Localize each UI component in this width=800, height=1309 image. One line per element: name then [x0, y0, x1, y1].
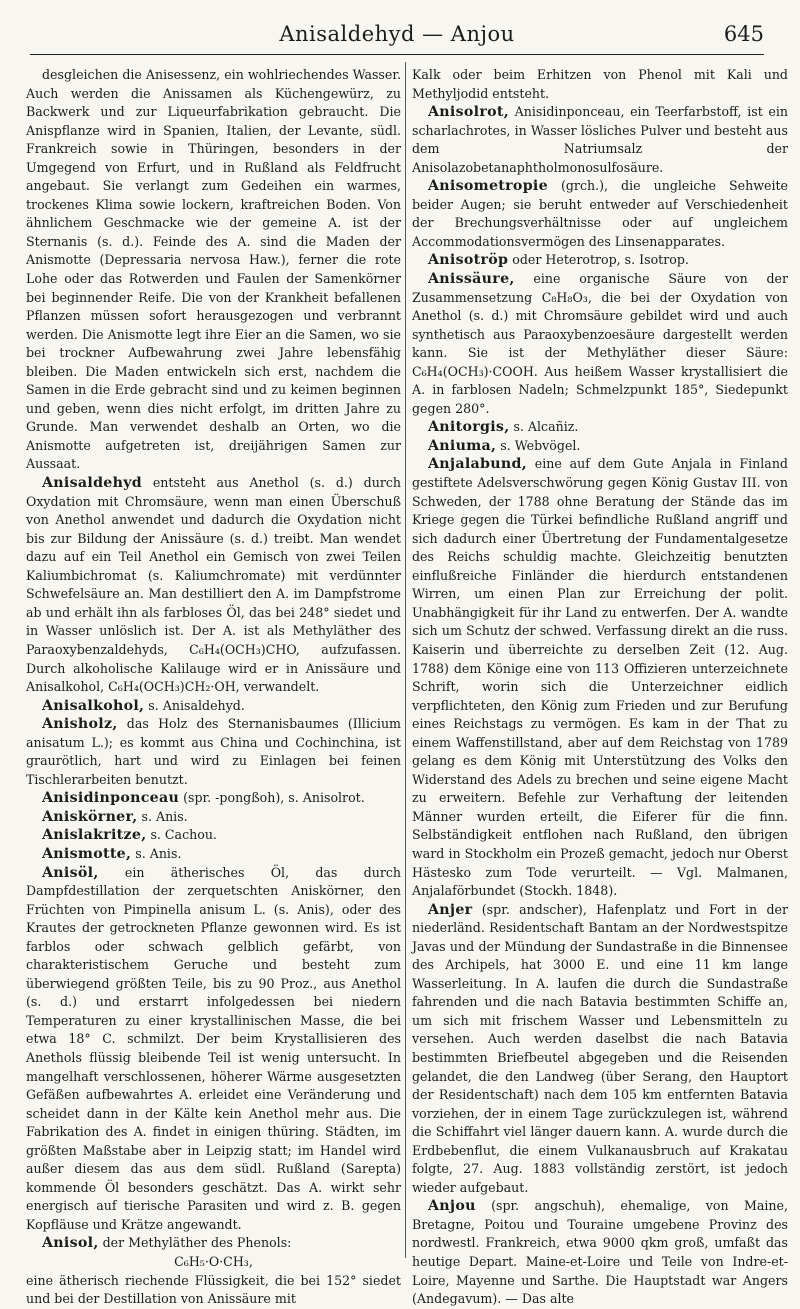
entry-headword: Anisometropie [428, 178, 548, 195]
entry-text: (spr. -pongßoh), s. Anisolrot. [179, 790, 365, 806]
chemical-formula: C₆H₅·O·CH₃, [174, 1254, 253, 1269]
dictionary-entry [412, 103, 788, 177]
entry-text: (spr. andscher), Hafenplatz und Fort in der niederländ. Residentschaft Bantam an der Nordwestspitze Javas und der Mündung der Sundastraße in die Binnensee des Archipels, hat 3000 E. und eine 11 km lange Wasserleitung. In A. laufen die durch die Sundastraße fahrenden und die nach Batavia bestimmten Schiffe an, um sich mit frischem Wasser und Lebensmitteln zu versehen. Auch werden daselbst die nach Batavia bestimmten Briefbeutel abgegeben und die Reisenden gelandet, die den Landweg (über Serang, den Hauptort der Residentschaft) nach dem 105 km entfernten Batavia vorziehen, der in einem Tage zurückzulegen ist, während die Schiffahrt viel länger dauern kann. A. wurde durch die Erdbebenflut, die einem Vulkanausbruch auf Krakatau folgte, 27. Aug. 1883 vollständig zerstört, ist jedoch wieder aufgebaut. [412, 901, 788, 1195]
dictionary-entry [26, 697, 401, 716]
page-header [30, 12, 764, 55]
entry-text: s. Anis. [131, 845, 182, 861]
dictionary-entry [412, 177, 788, 251]
text-paragraph: eine ätherisch riechende Flüssigkeit, die bei 152° siedet und bei der Destillation von Anissäure mit [26, 1272, 401, 1307]
entry-text: entsteht aus Anethol (s. d.) durch Oxydation mit Chromsäure, wenn man einen Überschuß von Anethol anwendet und dadurch die Oxydation nicht bis zur Bildung der Anissäure (s. d.) treibt. Man wendet dazu auf ein Teil Anethol ein Gemisch von zwei Teilen Kaliumbichromat (s. Kaliumchromate) mit verdünnter Schwefelsäure an. Man destilliert den A. im Dampfstrome ab und erhält ihn als farbloses Öl, das bei 248° siedet und in Wasser unlöslich ist. Der A. ist als Methyläther des Paraoxybenzaldehyds, C₆H₄(OCH₃)CHO, aufzufassen. Durch alkoholische Kalilauge wird er in Anissäure und Anisalkohol, C₆H₄(OCH₃)CH₂·OH, verwandelt. [26, 475, 401, 695]
entry-headword: Anisolrot, [428, 104, 509, 121]
entry-headword: Anisholz, [42, 716, 118, 733]
dictionary-entry [412, 251, 788, 270]
dictionary-entry [26, 789, 401, 808]
dictionary-entry [26, 845, 401, 864]
dictionary-entry [26, 864, 401, 1235]
entry-headword: Anisaldehyd [42, 475, 143, 492]
entry-headword: Anisidinponceau [42, 790, 180, 807]
dictionary-entry [26, 826, 401, 845]
entry-headword: Anjalabund, [428, 456, 527, 473]
entry-headword: Aniuma, [428, 437, 497, 454]
entry-text: s. Anisaldehyd. [144, 697, 245, 713]
entry-headword: Anisöl, [42, 864, 99, 881]
dictionary-entry [26, 715, 401, 789]
entry-text: das Holz des Sternanisbaumes (Illicium anisatum L.); es kommt aus China und Cochinchina, ist graurötlich, hart und wird zu Einlagen bei feinen Tischlerarbeiten benutzt. [26, 716, 401, 787]
entry-text: ein ätherisches Öl, das durch Dampfdestillation der zerquetschten Aniskörner, den Früchten von Pimpinella anisum L. (s. Anis), oder des Krautes der getrockneten Pflanze gewonnen wird. Es ist farblos oder schwach gelblich gefärbt, von charakteristischem Geruche und besteht zum überwiegend größten Teile, bis zu 90 Proz., aus Anethol (s. d.) und erstarrt infolgedessen bei niedern Temperaturen zu einer krystallinischen Masse, die bei etwa 18° C. schmilzt. Der beim Krystallisieren des Anethols flüssig bleibende Teil ist wenig untersucht. In mangelhaft verschlossenen, höherer Wärme ausgesetzten Gefäßen aufbewahrtes A. erleidet eine Veränderung und scheidet dann in der Kälte kein Anethol mehr aus. Die Fabrikation des A. findet in einigen thüring. Städten, im größten Maßstabe aber in Leipzig statt; im Handel wird außer diesem das aus dem südl. Rußland (Sarepta) kommende Öl besonders geschätzt. Das A. wirkt sehr energisch auf tierische Parasiten und wird z. B. gegen Kopfläuse und Krätze angewandt. [26, 864, 401, 1232]
running-head: Anisaldehyd — Anjou [279, 22, 515, 46]
entry-headword: Anisalkohol, [42, 697, 145, 714]
page-number: 645 [723, 22, 764, 46]
right-column [412, 66, 788, 1307]
dictionary-entry [412, 455, 788, 900]
entry-text: (grch.), die ungleiche Sehweite beider Augen; sie beruht entweder auf Verschiedenheit der Brechungsverhältnisse oder auf ungleichem Accommodationsvermögen des Linsenapparates. [412, 178, 788, 249]
column-divider [405, 62, 406, 1258]
text-paragraph: Kalk oder beim Erhitzen von Phenol mit Kali und Methyljodid entsteht. [412, 67, 788, 101]
entry-headword: Anjou [428, 1198, 476, 1215]
entry-text: oder Heterotrop, s. Isotrop. [508, 252, 689, 268]
entry-headword: Aniskörner, [42, 808, 138, 825]
entry-text: (spr. angschuh), ehemalige, von Maine, Bretagne, Poitou und Touraine umgebene Provinz des nordwestl. Frankreich, etwa 9000 qkm groß, umfaßt das heutige Depart. Maine-et-Loire und Teile von Indre-et-Loire, Mayenne und Sarthe. Die Hauptstadt war Angers (Andegavum). — Das alte [412, 1198, 788, 1307]
entry-text: eine organische Säure von der Zusammensetzung C₈H₈O₃, die bei der Oxydation von Anethol (s. d.) mit Chromsäure gebildet wird und auch synthetisch aus Paraoxybenzoesäure dargestellt werden kann. Sie ist der Methyläther dieser Säure: C₆H₄(OCH₃)·COOH. Aus heißem Wasser krystallisiert die A. in farblosen Nadeln; Schmelzpunkt 185°, Siedepunkt gegen 280°. [412, 271, 788, 416]
entry-text: s. Cachou. [146, 827, 217, 843]
dictionary-entry [26, 808, 401, 827]
entry-text: der Methyläther des Phenols: [98, 1235, 292, 1251]
entry-headword: Anisol, [42, 1235, 99, 1252]
left-column [26, 66, 401, 1307]
dictionary-entry [412, 437, 788, 456]
dictionary-entry [412, 418, 788, 437]
entry-headword: Anitorgis, [428, 419, 510, 436]
entry-headword: Anissäure, [428, 271, 515, 288]
dictionary-entry [26, 1234, 401, 1253]
entry-headword: Anislakritze, [42, 827, 147, 844]
entry-headword: Anisotröp [428, 252, 509, 269]
entry-headword: Anjer [428, 901, 473, 918]
dictionary-entry [26, 474, 401, 697]
entry-text: eine auf dem Gute Anjala in Finland gestiftete Adelsverschwörung gegen König Gustav III. von Schweden, der 1788 ohne Beratung der Stände das im Kriege gegen die Türkei befindliche Rußland angriff und sich dadurch einer Übertretung der Fundamentalgesetze des Reichs schuldig machte. Gleichzeitig benutzten einflußreiche Finländer die hierdurch entstandenen Wirren, um einen Plan zur Erreichung der polit. Unabhängigkeit für ihr Land zu entwerfen. Der A. wandte sich um Schutz der schwed. Verfassung direkt an die russ. Kaiserin und überreichte zu derselben Zeit (12. Aug. 1788) dem Könige eine von 113 Offizieren unterzeichnete Schrift, worin sich die Unterzeichner eidlich verpflichteten, den König zum Frieden und zur Berufung eines Reichstags zu vermögen. Es kam in der That zu einem Waffenstillstand, aber auf dem Reichstag von 1789 gelang es dem König mit Unterstützung des Volks den Widerstand des Adels zu brechen und seine eigene Macht zu erweitern. Befehle zur Verhaftung der leitenden Männer wurden erteilt, die Eiferer für die finn. Selbständigkeit entflohen nach Rußland, den übrigen ward in Stockholm ein Prozeß gemacht, jedoch nur Oberst Hästesko zum Tode verurteilt. — Vgl. Malmanen, Anjalaförbundet (Stockh. 1848). [412, 456, 788, 899]
entry-text: s. Anis. [137, 808, 188, 824]
dictionary-entry [412, 1197, 788, 1308]
entry-text: s. Webvögel. [496, 437, 581, 453]
entry-text: Anisidinponceau, ein Teerfarbstoff, ist ein scharlachrotes, in Wasser lösliches Pulver und besteht aus dem Natriumsalz der Anisolazobetanaphtholmonosulfosäure. [412, 104, 788, 175]
dictionary-entry [412, 270, 788, 418]
dictionary-entry [412, 901, 788, 1198]
entry-text: s. Alcañiz. [509, 419, 579, 435]
entry-headword: Anismotte, [42, 845, 132, 862]
text-paragraph: desgleichen die Anisessenz, ein wohlriechendes Wasser. Auch werden die Anissamen als Küchengewürz, zu Backwerk und zur Liqueurfabrikation gebraucht. Die Anispflanze wird in Spanien, Italien, der Levante, südl. Frankreich sowie in Thüringen, besonders in der Umgegend von Erfurt, und in Rußland als Feldfrucht angebaut. Sie verlangt zum Gedeihen ein warmes, trockenes Klima sowie lockern, kraftreichen Boden. Von ähnlichem Geschmacke wie der gemeine A. ist der Sternanis (s. d.). Feinde des A. sind die Maden der Anismotte (Depressaria nervosa Haw.), ferner die rote Lohe oder das Rotwerden und Faulen der Samenkörner bei beginnender Reife. Die von der Krankheit befallenen Pflanzen müssen sofort herausgezogen und verbrannt werden. Die Anismotte legt ihre Eier an die Samen, wo sie bei trockner Aufbewahrung zwei Jahre lebensfähig bleiben. Die Maden entwickeln sich erst, nachdem die Samen in die Erde gebracht sind und zu keimen beginnen und geben, wenn dies nicht erfolgt, im dritten Jahre zu Grunde. Man verwendet deshalb an Orten, wo die Anismotte aufgetreten ist, dreijährigen Samen zur Aussaat. [26, 67, 401, 472]
